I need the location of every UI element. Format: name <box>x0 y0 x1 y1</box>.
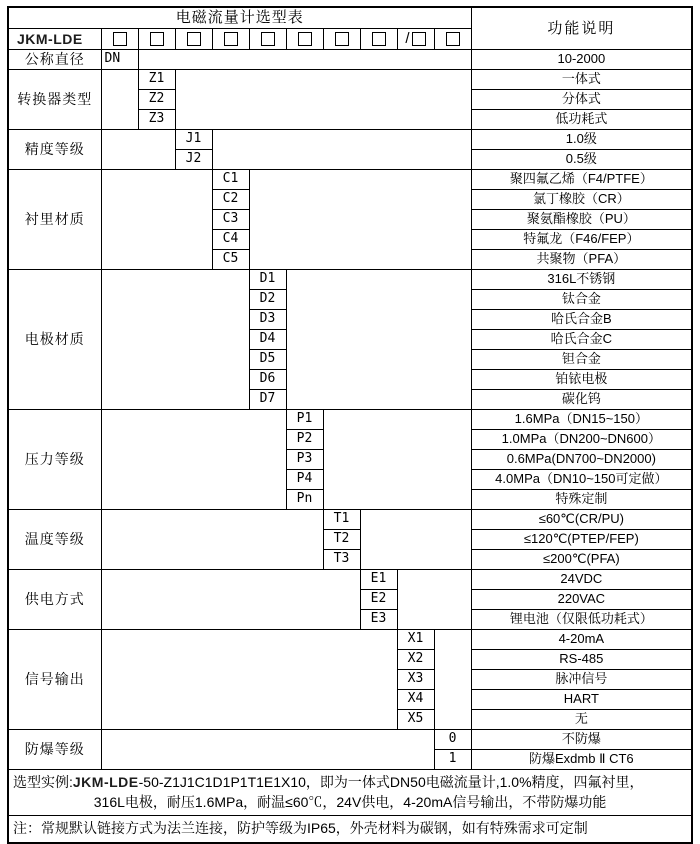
default-config-note: 注：常规默认链接方式为法兰连接，防护等级为IP65，外壳材料为碳钢，如有特殊需求可定制 <box>8 816 692 843</box>
table-title: 电磁流量计选型表 <box>8 7 471 29</box>
example-prefix: 选型实例: <box>13 774 73 790</box>
example-line2: 316L电极，耐压1.6MPa，耐温≤60℃，24V供电，4-20mA信号输出，不带防爆功能 <box>93 793 607 810</box>
category-converter: 转换器类型 <box>8 70 101 130</box>
code-cell: J1 <box>175 130 212 150</box>
code-box-power[interactable] <box>360 29 397 50</box>
checkbox-icon[interactable] <box>412 32 426 46</box>
code-cell: X5 <box>397 710 434 730</box>
section-accuracy <box>8 130 692 150</box>
slash-separator: / <box>405 30 410 48</box>
code-cell: J2 <box>175 150 212 170</box>
example-rest: -50-Z1J1C1D1P1T1E1X10，即为一体式DN50电磁流量计,1.0%精度，四氟衬里， <box>138 774 644 790</box>
desc-cell: RS-485 <box>471 650 692 670</box>
category-temperature: 温度等级 <box>8 510 101 570</box>
checkbox-icon[interactable] <box>372 32 386 46</box>
code-box-converter[interactable] <box>138 29 175 50</box>
section-lining <box>8 170 692 190</box>
example-model-code: JKM-LDE <box>72 774 139 790</box>
code-cell: C3 <box>212 210 249 230</box>
category-signal: 信号输出 <box>8 630 101 730</box>
code-box-pressure[interactable] <box>286 29 323 50</box>
desc-cell: 聚氨酯橡胶（PU） <box>471 210 692 230</box>
code-cell: E2 <box>360 590 397 610</box>
category-lining: 衬里材质 <box>8 170 101 270</box>
desc-cell: 碳化钨 <box>471 390 692 410</box>
code-cell: Pn <box>286 490 323 510</box>
desc-cell: 聚四氟乙烯（F4/PTFE） <box>471 170 692 190</box>
code-cell: X2 <box>397 650 434 670</box>
code-cell: P4 <box>286 470 323 490</box>
desc-cell: 哈氏合金C <box>471 330 692 350</box>
filler-cell <box>101 630 397 730</box>
category-power: 供电方式 <box>8 570 101 630</box>
code-box-dn[interactable] <box>101 29 138 50</box>
note-example-row <box>8 770 692 816</box>
code-cell: D5 <box>249 350 286 370</box>
code-cell: P2 <box>286 430 323 450</box>
filler-cell <box>360 510 471 570</box>
section-temperature <box>8 510 692 530</box>
desc-cell: 220VAC <box>471 590 692 610</box>
checkbox-icon[interactable] <box>261 32 275 46</box>
section-dn <box>8 50 692 70</box>
section-explosion <box>8 730 692 750</box>
checkbox-icon[interactable] <box>224 32 238 46</box>
desc-cell: 防爆Exdmb Ⅱ CT6 <box>471 750 692 770</box>
filler-cell <box>101 730 434 770</box>
section-signal <box>8 630 692 650</box>
desc-cell: 无 <box>471 710 692 730</box>
code-box-accuracy[interactable] <box>175 29 212 50</box>
code-cell: X1 <box>397 630 434 650</box>
filler-cell <box>175 70 471 130</box>
desc-cell: 1.0MPa（DN200~DN600） <box>471 430 692 450</box>
code-box-explosion[interactable] <box>434 29 471 50</box>
category-dn: 公称直径 <box>8 50 101 70</box>
desc-cell: 4-20mA <box>471 630 692 650</box>
desc-cell: 24VDC <box>471 570 692 590</box>
desc-cell: 1.6MPa（DN15~150） <box>471 410 692 430</box>
code-box-signal[interactable] <box>397 29 434 50</box>
desc-cell: HART <box>471 690 692 710</box>
code-cell: D3 <box>249 310 286 330</box>
code-cell: X3 <box>397 670 434 690</box>
filler-cell <box>101 410 286 510</box>
desc-cell: ≤120℃(PTEP/FEP) <box>471 530 692 550</box>
checkbox-icon[interactable] <box>187 32 201 46</box>
desc-cell: 哈氏合金B <box>471 310 692 330</box>
desc-cell: 铂铱电极 <box>471 370 692 390</box>
model-prefix-label: JKM-LDE <box>8 29 101 50</box>
code-cell: C2 <box>212 190 249 210</box>
filler-cell <box>323 410 471 510</box>
note-default-row <box>8 816 692 843</box>
desc-cell: 特氟龙（F46/FEP） <box>471 230 692 250</box>
category-explosion: 防爆等级 <box>8 730 101 770</box>
example-line1 <box>13 773 687 793</box>
desc-cell: 1.0级 <box>471 130 692 150</box>
desc-cell: ≤200℃(PFA) <box>471 550 692 570</box>
filler-cell <box>101 270 249 410</box>
filler-cell <box>138 50 471 70</box>
category-pressure: 压力等级 <box>8 410 101 510</box>
code-cell: P3 <box>286 450 323 470</box>
desc-cell: 分体式 <box>471 90 692 110</box>
desc-cell: 特殊定制 <box>471 490 692 510</box>
desc-cell: 0.5级 <box>471 150 692 170</box>
filler-cell <box>434 630 471 730</box>
desc-cell: 脉冲信号 <box>471 670 692 690</box>
filler-cell <box>101 510 323 570</box>
checkbox-icon[interactable] <box>113 32 127 46</box>
code-cell: T3 <box>323 550 360 570</box>
code-box-temperature[interactable] <box>323 29 360 50</box>
desc-cell: 共聚物（PFA） <box>471 250 692 270</box>
code-cell: D2 <box>249 290 286 310</box>
section-electrode <box>8 270 692 290</box>
desc-cell: 一体式 <box>471 70 692 90</box>
desc-cell: 氯丁橡胶（CR） <box>471 190 692 210</box>
section-power <box>8 570 692 590</box>
desc-cell: 10-2000 <box>471 50 692 70</box>
checkbox-icon[interactable] <box>150 32 164 46</box>
filler-cell <box>101 170 212 270</box>
desc-cell: 钽合金 <box>471 350 692 370</box>
filler-cell <box>101 70 138 130</box>
code-cell: C5 <box>212 250 249 270</box>
category-accuracy: 精度等级 <box>8 130 101 170</box>
code-cell: T1 <box>323 510 360 530</box>
desc-cell: ≤60℃(CR/PU) <box>471 510 692 530</box>
function-description-header: 功能说明 <box>471 7 692 50</box>
filler-cell <box>286 270 471 410</box>
code-cell: 1 <box>434 750 471 770</box>
filler-cell <box>397 570 471 630</box>
code-box-lining[interactable] <box>212 29 249 50</box>
code-cell: C1 <box>212 170 249 190</box>
code-cell: D7 <box>249 390 286 410</box>
section-converter <box>8 70 692 90</box>
checkbox-icon[interactable] <box>446 32 460 46</box>
checkbox-icon[interactable] <box>335 32 349 46</box>
code-cell: Z1 <box>138 70 175 90</box>
code-cell: D1 <box>249 270 286 290</box>
code-box-electrode[interactable] <box>249 29 286 50</box>
filler-cell <box>101 130 175 170</box>
filler-cell <box>249 170 471 270</box>
selection-example-note <box>8 770 692 816</box>
code-cell: Z2 <box>138 90 175 110</box>
code-cell: X4 <box>397 690 434 710</box>
desc-cell: 低功耗式 <box>471 110 692 130</box>
code-cell: T2 <box>323 530 360 550</box>
checkbox-icon[interactable] <box>298 32 312 46</box>
code-cell: P1 <box>286 410 323 430</box>
code-cell: Z3 <box>138 110 175 130</box>
code-cell: 0 <box>434 730 471 750</box>
filler-cell <box>101 570 360 630</box>
desc-cell: 0.6MPa(DN700~DN2000) <box>471 450 692 470</box>
code-cell: E1 <box>360 570 397 590</box>
title-row <box>8 7 692 29</box>
code-cell: D6 <box>249 370 286 390</box>
desc-cell: 锂电池（仅限低功耗式） <box>471 610 692 630</box>
section-pressure <box>8 410 692 430</box>
code-cell: D4 <box>249 330 286 350</box>
code-cell: C4 <box>212 230 249 250</box>
code-cell: E3 <box>360 610 397 630</box>
filler-cell <box>212 130 471 170</box>
desc-cell: 4.0MPa（DN10~150可定做） <box>471 470 692 490</box>
desc-cell: 不防爆 <box>471 730 692 750</box>
desc-cell: 钛合金 <box>471 290 692 310</box>
flowmeter-selection-table <box>7 6 693 844</box>
code-cell: DN <box>101 50 138 70</box>
desc-cell: 316L不锈钢 <box>471 270 692 290</box>
category-electrode: 电极材质 <box>8 270 101 410</box>
